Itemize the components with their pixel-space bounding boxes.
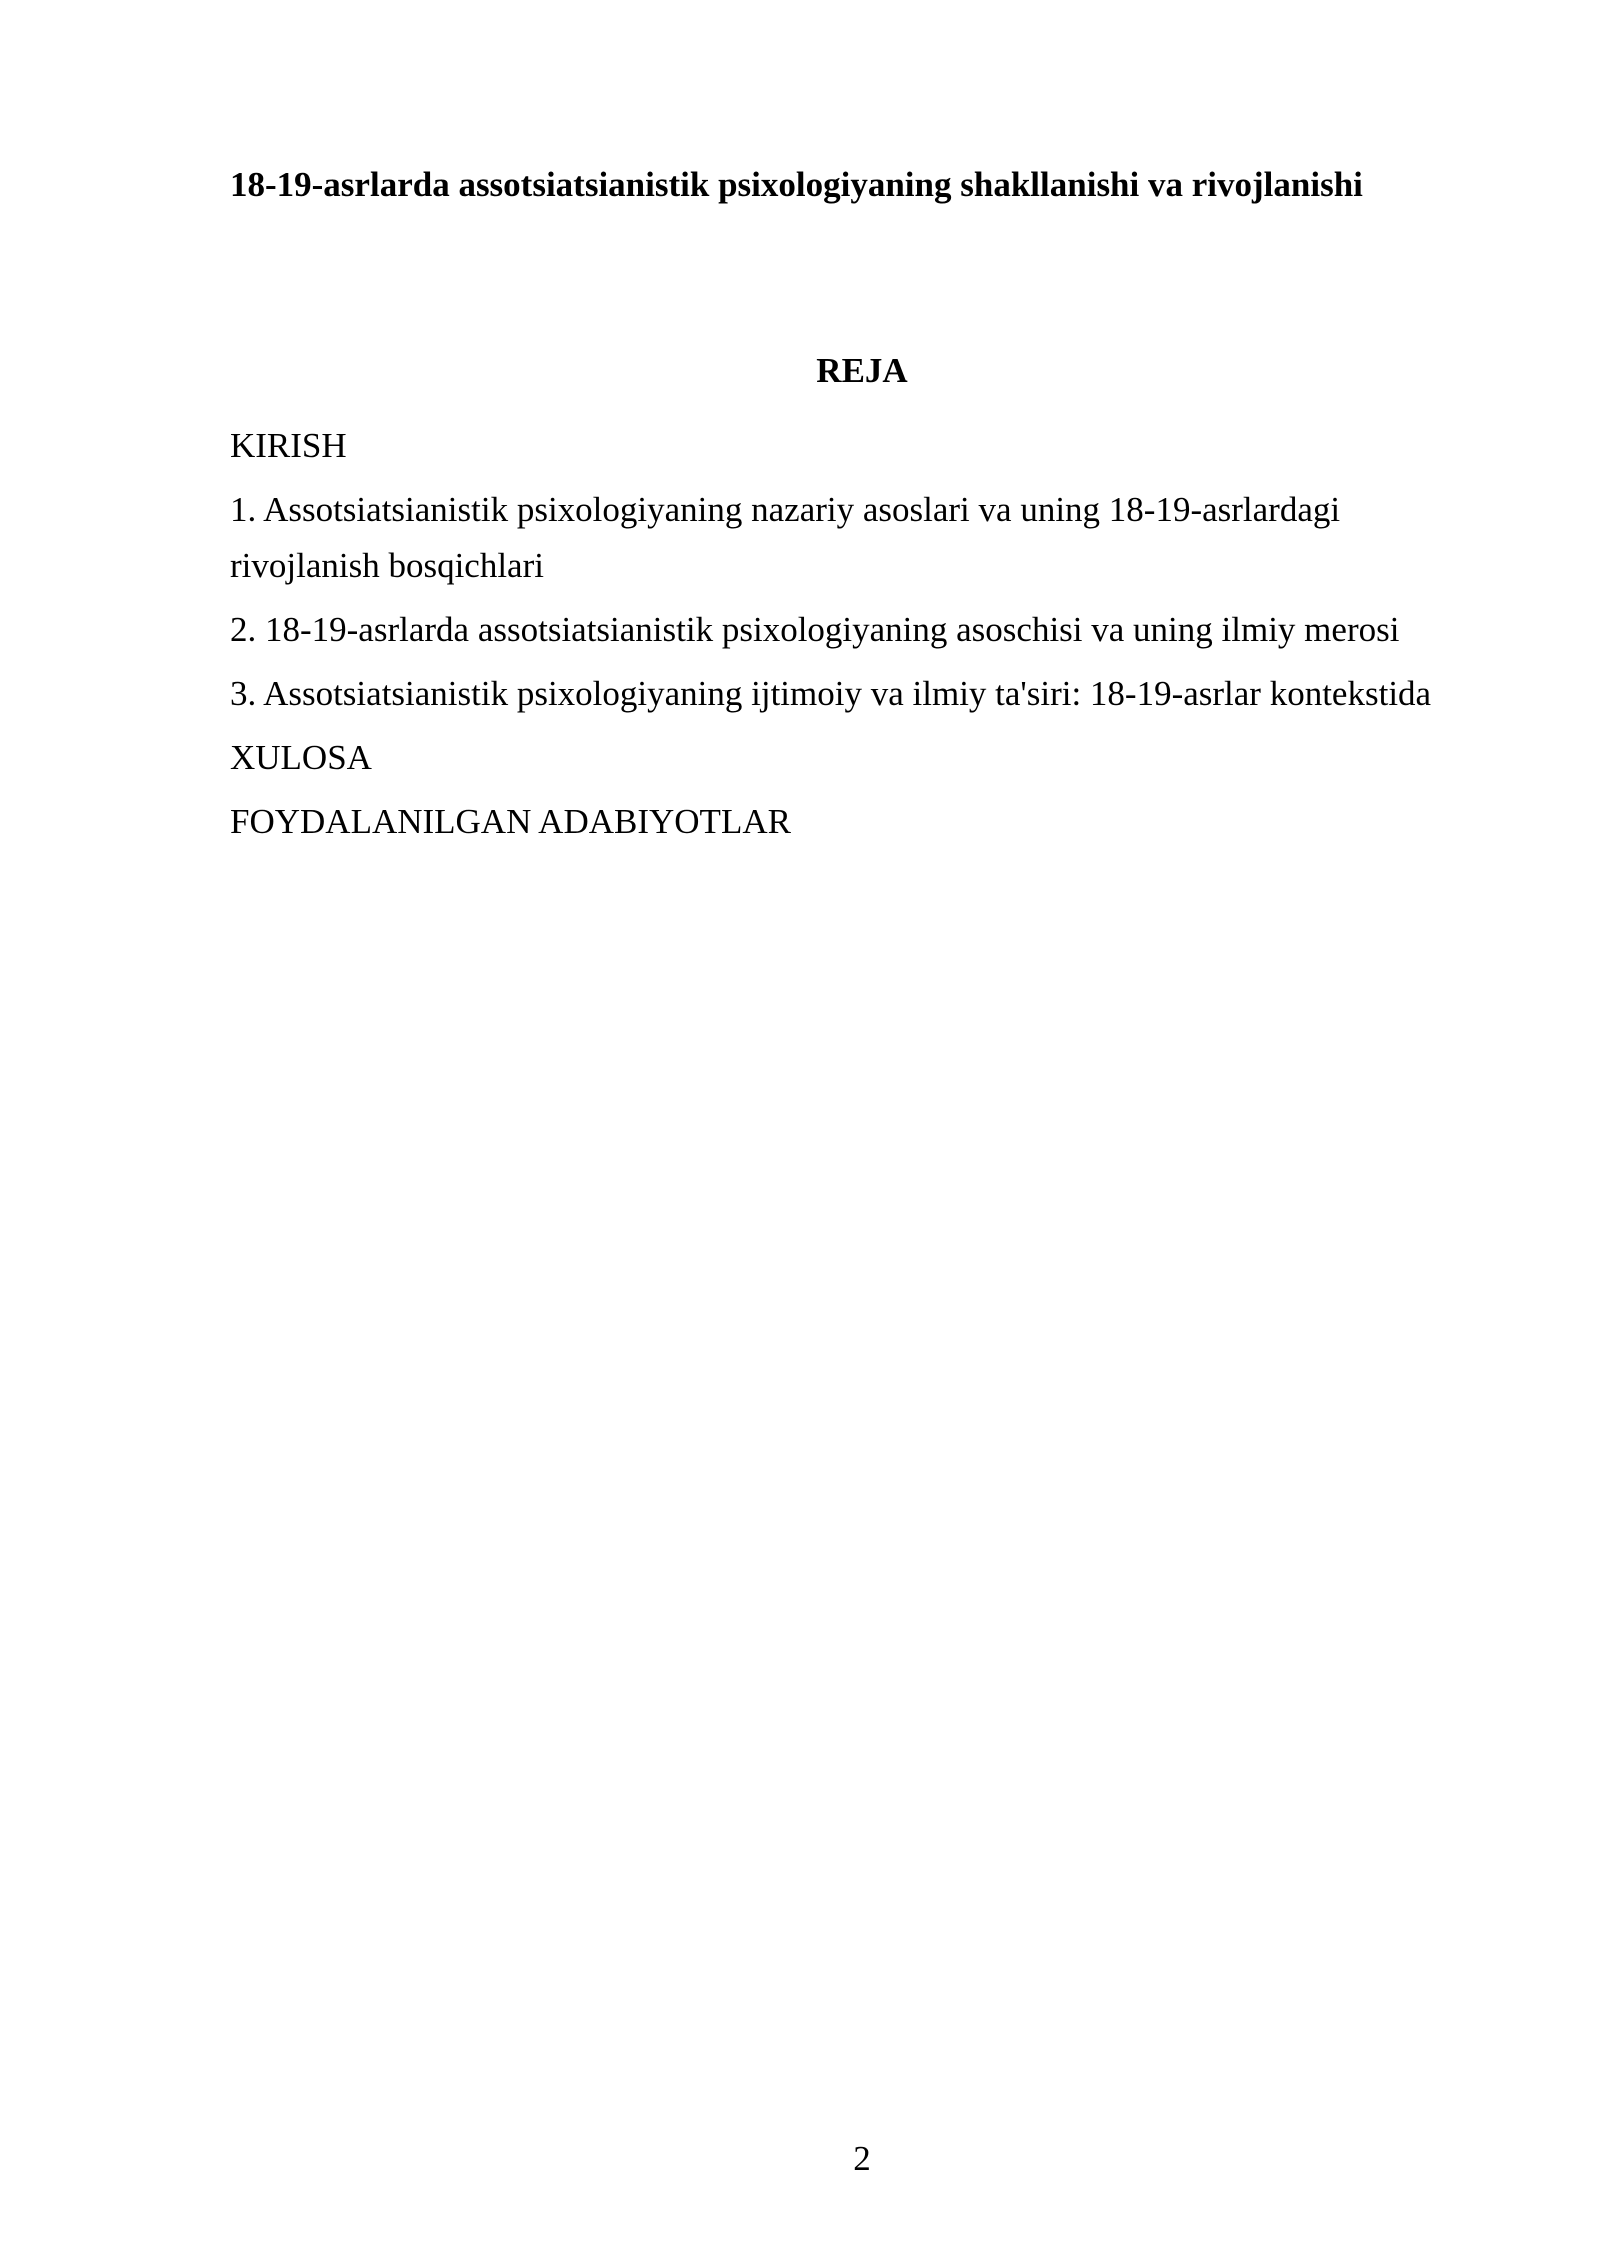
plan-list bbox=[230, 418, 1470, 858]
plan-item-introduction: KIRISH bbox=[230, 426, 347, 465]
plan-item-2: 2. 18-19-asrlarda assotsiatsianistik psixologiyaning asoschisi va uning ilmiy merosi bbox=[230, 610, 1400, 649]
plan-item-conclusion: XULOSA bbox=[230, 738, 372, 777]
plan-item-1: 1. Assotsiatsianistik psixologiyaning nazariy asoslari va uning 18-19-asrlardagi rivojlanish bosqichlari bbox=[230, 490, 1341, 585]
document-title: 18-19-asrlarda assotsiatsianistik psixologiyaning shakllanishi va rivojlanishi bbox=[230, 165, 1363, 204]
plan-heading: REJA bbox=[816, 351, 908, 390]
plan-item-3: 3. Assotsiatsianistik psixologiyaning ijtimoiy va ilmiy ta'siri: 18-19-asrlar kontekstida bbox=[230, 674, 1432, 713]
page-number: 2 bbox=[853, 2139, 871, 2178]
plan-item-references: FOYDALANILGAN ADABIYOTLAR bbox=[230, 802, 791, 841]
